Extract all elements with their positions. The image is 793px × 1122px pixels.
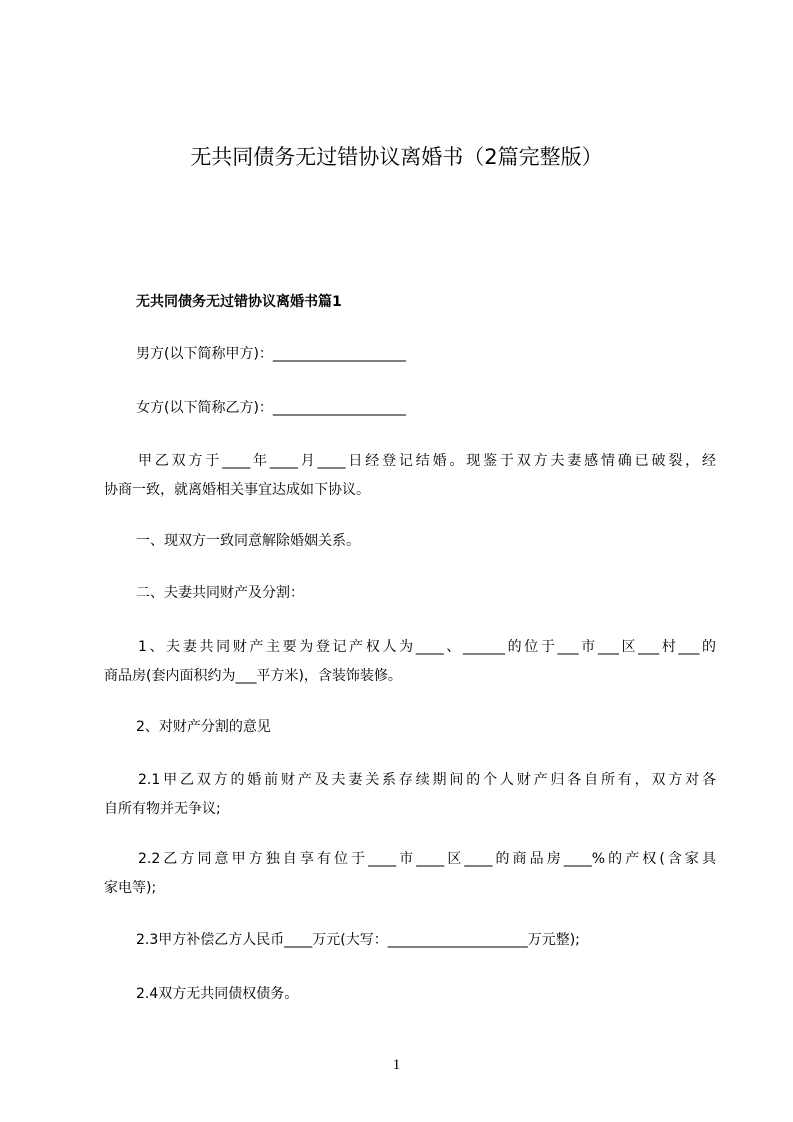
item-2: 2、对财产分割的意见 <box>136 719 271 735</box>
intro-paragraph <box>104 447 716 505</box>
item-2-2-line-1: 2.2乙方同意甲方独自享有位于____市____区____的商品房____%的产权(含家具 <box>138 851 716 867</box>
item-2-4: 2.4双方无共同债权债务。 <box>136 986 299 1002</box>
document-title: 无共同债务无过错协议离婚书（2篇完整版） <box>190 145 603 169</box>
clause-2: 二、夫妻共同财产及分割： <box>136 585 304 601</box>
intro-line-2: 协商一致，就离婚相关事宜达成如下协议。 <box>104 482 370 498</box>
male-party-line: 男方(以下简称甲方)：___________________ <box>136 346 406 362</box>
female-party-line: 女方(以下简称乙方)：___________________ <box>136 400 406 416</box>
item-2-1-line-2: 自所有物并无争议; <box>104 801 221 817</box>
item-2-3: 2.3甲方补偿乙方人民币____万元(大写：____________________万元整); <box>136 932 580 948</box>
item-2-1-paragraph <box>104 766 716 824</box>
item-2-1-line-1: 2.1甲乙双方的婚前财产及夫妻关系存续期间的个人财产归各自所有，双方对各 <box>138 772 716 788</box>
item-2-2-line-2: 家电等); <box>104 880 157 896</box>
section-heading: 无共同债务无过错协议离婚书篇1 <box>136 294 342 310</box>
item-1-paragraph <box>104 633 716 691</box>
item-2-2-paragraph <box>104 845 716 903</box>
clause-1: 一、现双方一致同意解除婚姻关系。 <box>136 533 360 549</box>
item-1-line-1: 1、夫妻共同财产主要为登记产权人为____、______的位于___市___区___村___的 <box>138 639 716 655</box>
item-1-line-2: 商品房(套内面积约为___平方米)，含装饰装修。 <box>104 668 402 684</box>
intro-line-1: 甲乙双方于____年____月____日经登记结婚。现鉴于双方夫妻感情确已破裂，经 <box>138 453 716 469</box>
page-number: 1 <box>392 1057 401 1073</box>
